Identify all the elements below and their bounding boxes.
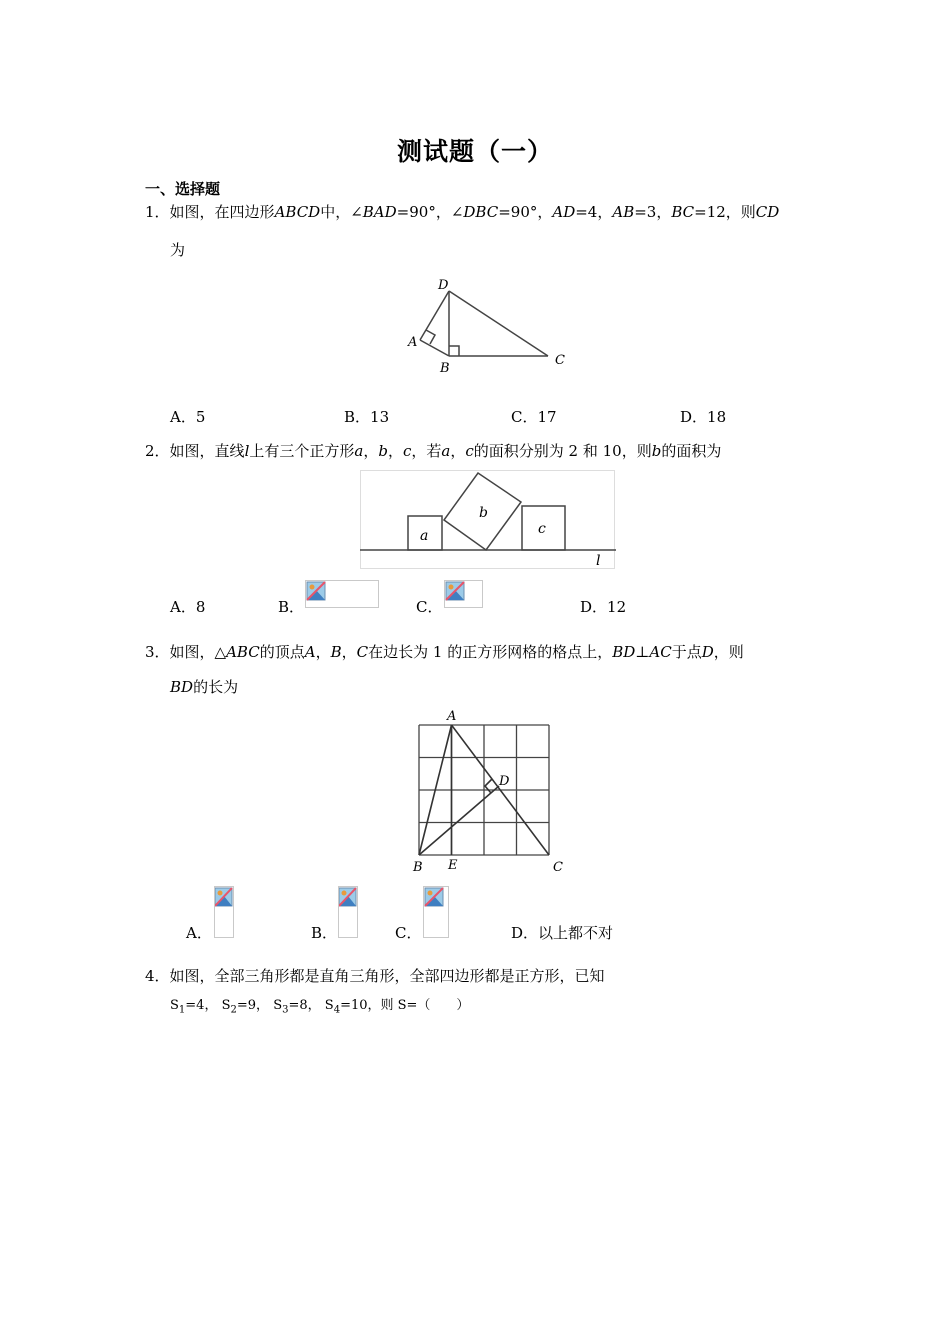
question-1-text (145, 202, 779, 222)
q4-s-label: S (170, 998, 179, 1013)
q1-text-part: =4， (575, 203, 613, 221)
q2-text-part: 上有三个正方形 (249, 442, 355, 460)
page-title: 测试题（一） (396, 137, 553, 166)
broken-image-icon (444, 580, 483, 608)
q3-figure (405, 705, 571, 877)
q3-text-part: ， (341, 643, 357, 661)
q2-text-part: ， (450, 442, 466, 460)
section-heading: 一、选择题 (145, 180, 221, 198)
q3-text-part: ， (315, 643, 331, 661)
label-B: B (440, 361, 450, 376)
q3-text-part: 于点 (671, 643, 702, 661)
option-d[interactable]: D．12 (580, 598, 627, 616)
q1-math: CD (755, 203, 780, 221)
q3-math: ABC (226, 643, 260, 661)
q3-math: BD (170, 678, 194, 696)
q3-text-part: 的顶点 (259, 643, 305, 661)
label-b: b (479, 505, 488, 521)
q3-text-part: 如图，△ (169, 643, 227, 661)
q3-text-part: ⊥ (635, 643, 650, 661)
question-number: 1． (145, 203, 170, 221)
q1-text-part: =90°，∠ (396, 203, 464, 221)
q3-math: AC (649, 643, 672, 661)
q1-text-part: =3， (634, 203, 672, 221)
q1-math: ABCD (274, 203, 321, 221)
q3-text-part: 的长为 (193, 678, 239, 696)
option-c[interactable]: C．17 (511, 408, 557, 426)
option-a[interactable]: A．5 (170, 408, 206, 426)
question-4-line2 (170, 994, 469, 1016)
q4-text-part: 如图，全部三角形都是直角三角形，全部四边形都是正方形，已知 (169, 967, 605, 985)
broken-image-icon (423, 886, 449, 938)
label-B: B (413, 860, 423, 875)
q2-text-part: 如图，直线 (169, 442, 245, 460)
option-b[interactable]: B． (311, 924, 338, 942)
q1-math: BC (671, 203, 695, 221)
option-b[interactable]: B． (278, 598, 305, 616)
q1-text-part: =12，则 (694, 203, 756, 221)
q4-s-label: S (324, 998, 334, 1013)
q4-value: =8， (288, 998, 321, 1013)
question-number: 3． (145, 643, 170, 661)
q1-math: AD (552, 203, 576, 221)
question-1-line2: 为 (170, 241, 186, 259)
q4-s-label: S (273, 998, 283, 1013)
q3-math: D (701, 643, 714, 661)
question-4-text (145, 966, 605, 986)
option-b[interactable]: B．13 (344, 408, 390, 426)
option-d[interactable]: D．以上都不对 (511, 924, 614, 942)
q1-figure (400, 272, 580, 382)
q4-subscript: 2 (230, 1004, 237, 1016)
q4-subscript: 4 (333, 1004, 341, 1016)
q2-math: c (465, 442, 474, 460)
q3-math: BD (612, 643, 636, 661)
q1-math: BAD (362, 203, 397, 221)
question-number: 4． (145, 967, 170, 985)
q1-math: DBC (463, 203, 499, 221)
q4-subscript: 1 (178, 1004, 186, 1016)
q4-subscript: 3 (282, 1004, 289, 1016)
q2-math: b (378, 442, 388, 460)
option-a[interactable]: A．8 (170, 598, 206, 616)
q4-s-label: S (221, 998, 231, 1013)
label-C: C (553, 860, 563, 875)
q3-math: C (356, 643, 369, 661)
label-C: C (555, 353, 565, 368)
q2-text-part: 的面积分别为 2 和 10，则 (473, 442, 652, 460)
q3-text-part: 在边长为 1 的正方形网格的格点上， (368, 643, 613, 661)
label-E: E (448, 858, 458, 873)
q1-text-part: 如图，在四边形 (169, 203, 275, 221)
q2-text-part: 的面积为 (661, 442, 722, 460)
q4-value: =9， (236, 998, 270, 1013)
q1-text-part: =90°， (498, 203, 553, 221)
q2-math: a (441, 442, 451, 460)
q3-text-part: ，则 (713, 643, 744, 661)
q3-math: B (330, 643, 342, 661)
q3-math: A (304, 643, 316, 661)
question-number: 2． (145, 442, 170, 460)
broken-image-icon (338, 886, 358, 938)
broken-image-icon (214, 886, 234, 938)
q2-math: b (651, 442, 662, 460)
option-c[interactable]: C． (395, 924, 422, 942)
label-A: A (408, 335, 418, 350)
question-3-line2 (170, 677, 238, 697)
q1-math: AB (612, 203, 635, 221)
q4-value: =10，则 S=（ ） (340, 998, 470, 1013)
q2-math: c (402, 442, 412, 460)
broken-image-icon (305, 580, 379, 608)
q2-figure (360, 470, 616, 570)
q2-text-part: ， (387, 442, 403, 460)
label-c: c (538, 521, 546, 537)
q2-text-part: ，若 (411, 442, 442, 460)
q2-math: a (354, 442, 364, 460)
option-d[interactable]: D．18 (680, 408, 727, 426)
question-3-text (145, 642, 744, 662)
label-a: a (420, 528, 429, 544)
q2-text-part: ， (363, 442, 379, 460)
label-l: l (596, 553, 601, 569)
option-a[interactable]: A． (186, 924, 212, 942)
q2-math: l (244, 442, 250, 460)
question-2-text (145, 441, 721, 461)
option-c[interactable]: C． (416, 598, 443, 616)
label-D: D (499, 774, 510, 789)
label-D: D (438, 278, 449, 293)
q1-text-part: 中，∠ (320, 203, 363, 221)
label-A: A (447, 709, 457, 724)
q4-value: =4， (185, 998, 218, 1013)
